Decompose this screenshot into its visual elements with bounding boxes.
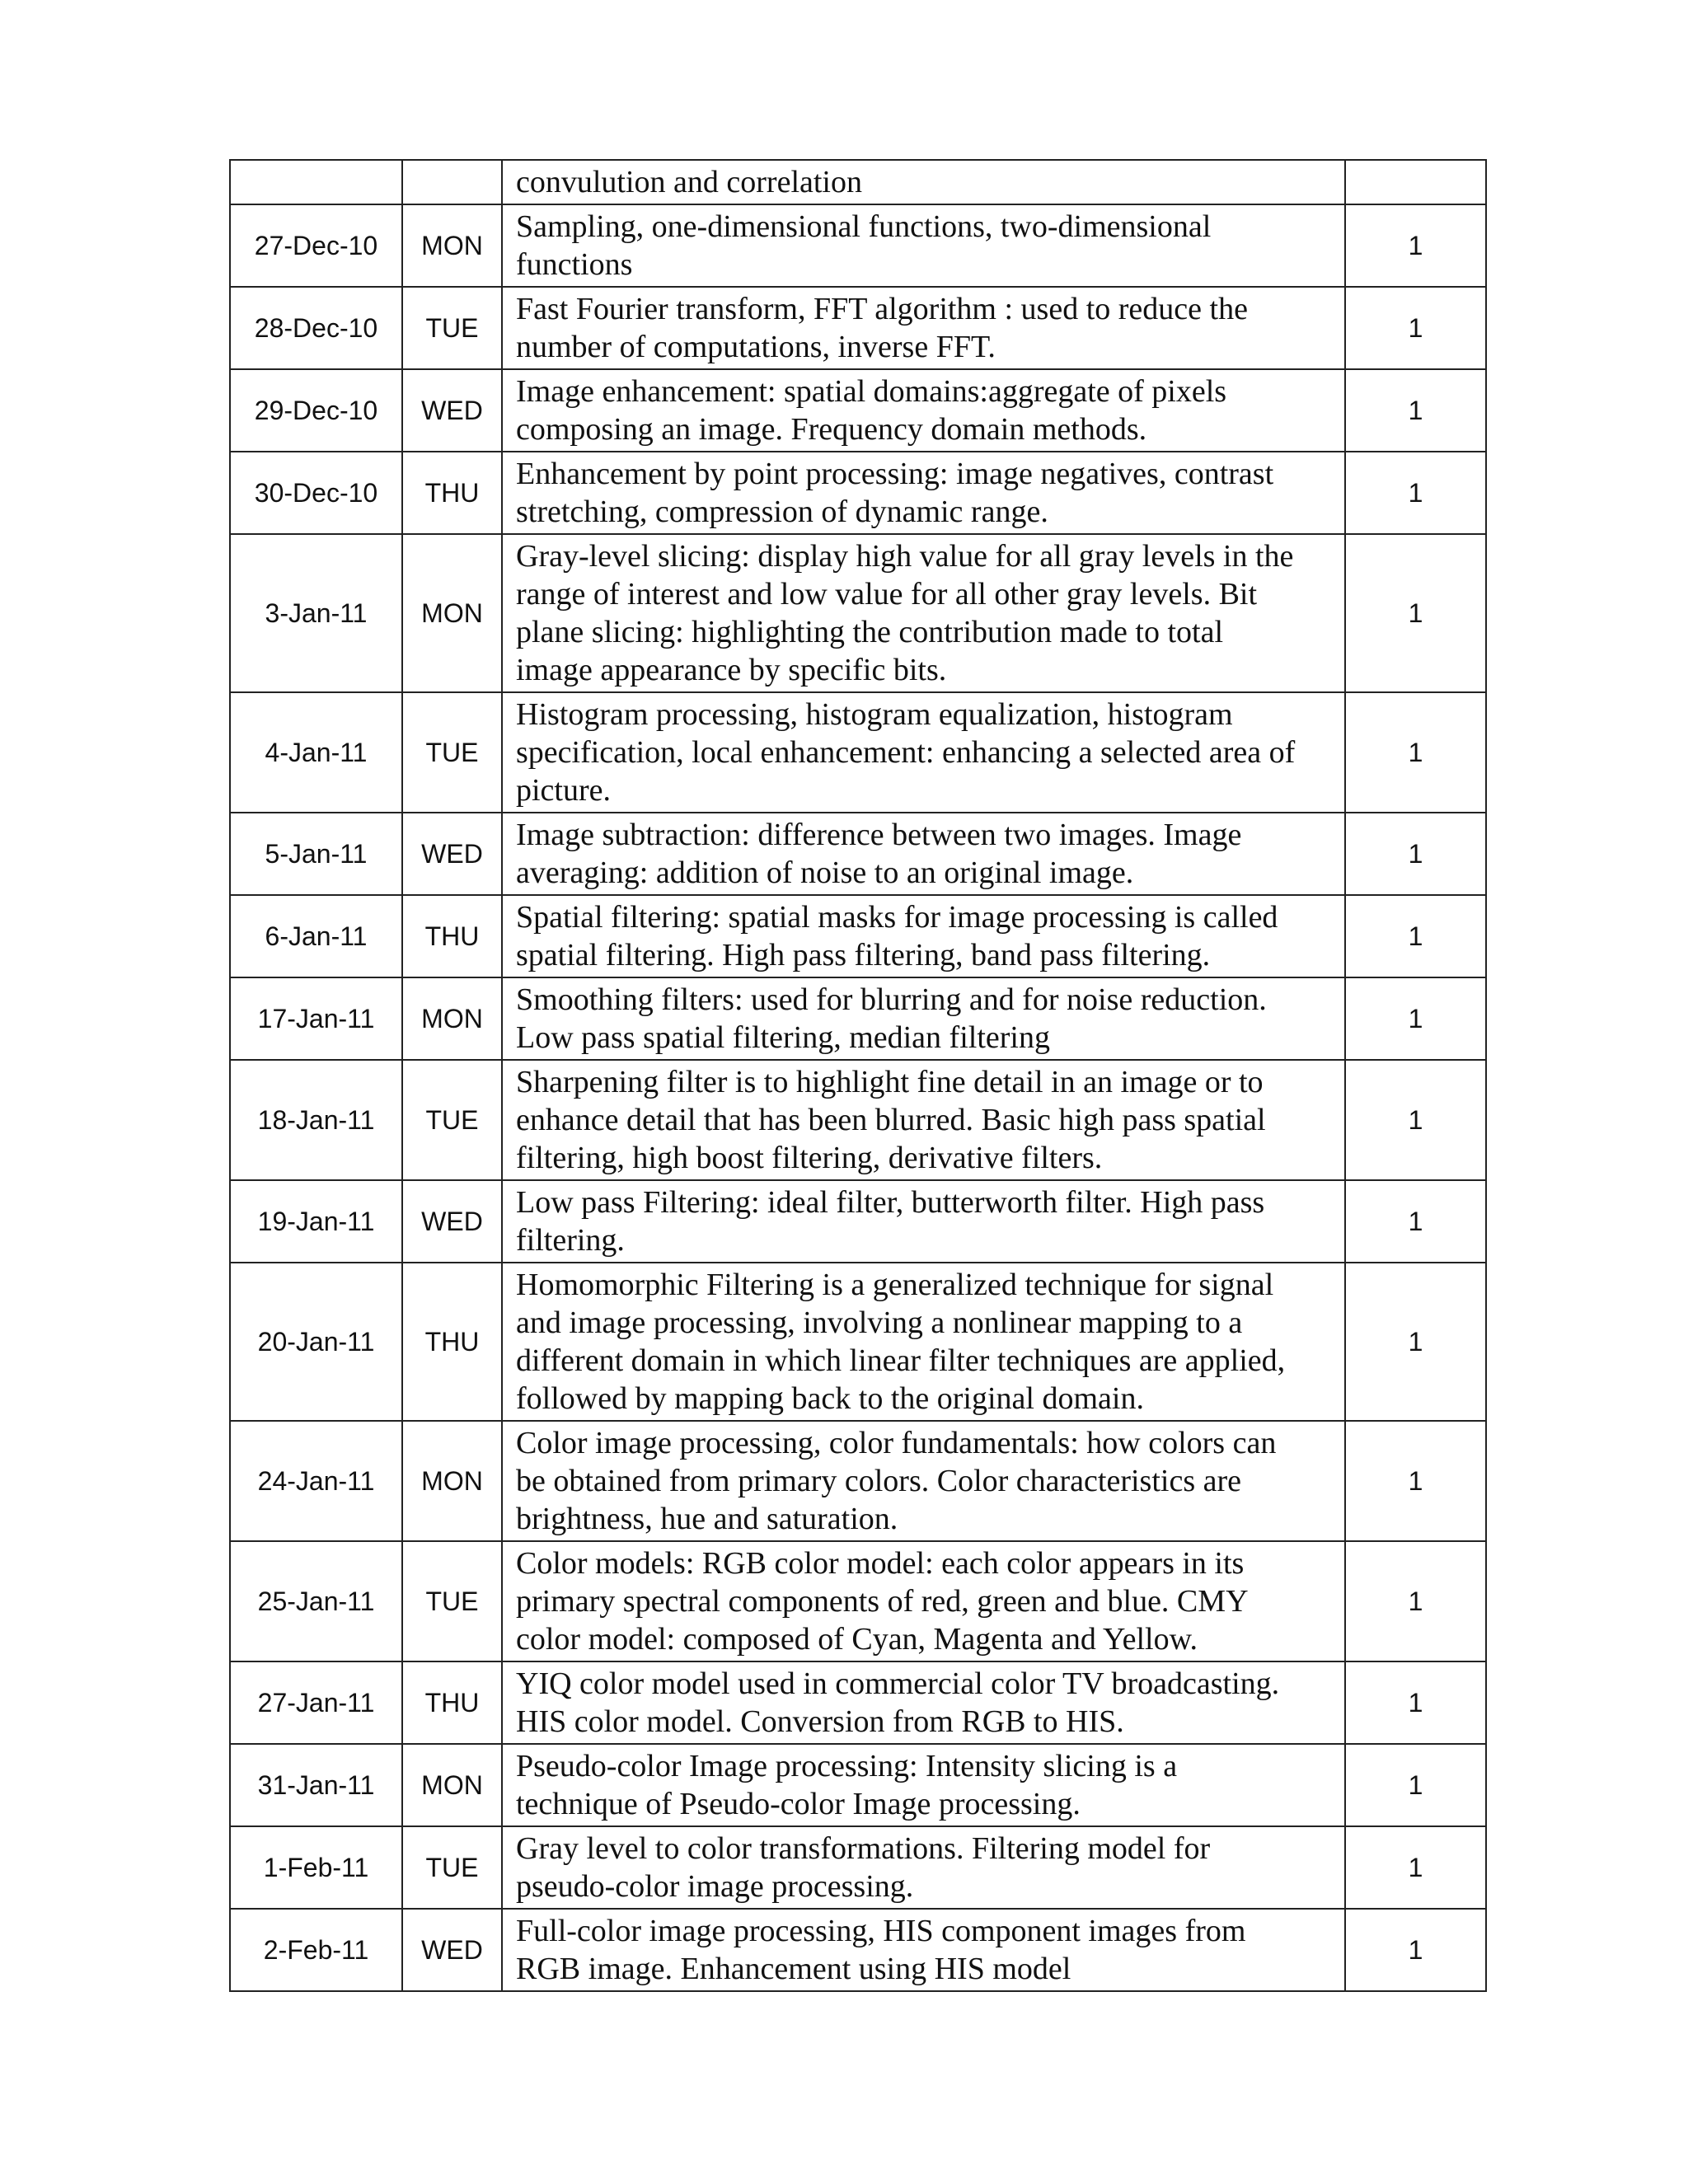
date-cell: 5-Jan-11 [230, 813, 402, 895]
hours-cell: 1 [1345, 369, 1486, 452]
topic-cell [502, 1060, 1345, 1180]
topic-cell [502, 1826, 1345, 1909]
topic-line: spatial filtering. High pass filtering, band pass filtering. [516, 938, 1211, 972]
topic-line: primary spectral components of red, green and blue. CMY [516, 1584, 1249, 1619]
hours-cell: 1 [1345, 1744, 1486, 1826]
date-cell: 28-Dec-10 [230, 287, 402, 369]
hours-cell: 1 [1345, 287, 1486, 369]
day-cell: THU [402, 1263, 502, 1421]
table-row [230, 813, 1486, 895]
table-row [230, 160, 1486, 204]
topic-line: enhance detail that has been blurred. Basic high pass spatial [516, 1103, 1266, 1137]
day-cell: THU [402, 1661, 502, 1744]
topic-line: range of interest and low value for all other gray levels. Bit [516, 577, 1258, 612]
topic-line: specification, local enhancement: enhancing a selected area of [516, 735, 1296, 770]
topic-line: pseudo-color image processing. [516, 1869, 914, 1904]
topic-cell [502, 160, 1345, 204]
topic-cell [502, 287, 1345, 369]
topic-line: filtering. [516, 1223, 625, 1258]
topic-cell [502, 369, 1345, 452]
topic-line: stretching, compression of dynamic range. [516, 494, 1048, 529]
topic-cell [502, 1909, 1345, 1991]
topic-line: functions [516, 247, 633, 282]
day-cell: MON [402, 1421, 502, 1541]
topic-line: YIQ color model used in commercial color TV broadcasting. [516, 1666, 1280, 1701]
day-cell: TUE [402, 692, 502, 813]
topic-line: picture. [516, 773, 612, 808]
schedule-table-body [230, 160, 1486, 1991]
table-row [230, 1826, 1486, 1909]
day-cell: TUE [402, 1826, 502, 1909]
table-row [230, 1060, 1486, 1180]
date-cell: 17-Jan-11 [230, 977, 402, 1060]
topic-line: filtering, high boost filtering, derivative filters. [516, 1141, 1103, 1175]
topic-line: image appearance by specific bits. [516, 653, 947, 687]
date-cell [230, 160, 402, 204]
table-row [230, 204, 1486, 287]
topic-line: Low pass spatial filtering, median filtering [516, 1020, 1050, 1055]
date-cell: 3-Jan-11 [230, 534, 402, 692]
topic-line: different domain in which linear filter techniques are applied, [516, 1343, 1286, 1378]
date-cell: 18-Jan-11 [230, 1060, 402, 1180]
topic-line: Spatial filtering: spatial masks for image processing is called [516, 900, 1278, 935]
date-cell: 20-Jan-11 [230, 1263, 402, 1421]
topic-line: composing an image. Frequency domain methods. [516, 412, 1147, 447]
day-cell: THU [402, 452, 502, 534]
day-cell: MON [402, 534, 502, 692]
topic-cell [502, 977, 1345, 1060]
topic-line: Fast Fourier transform, FFT algorithm : used to reduce the [516, 292, 1248, 326]
topic-line: color model: composed of Cyan, Magenta and Yellow. [516, 1622, 1198, 1657]
hours-cell: 1 [1345, 1263, 1486, 1421]
table-row [230, 1909, 1486, 1991]
day-cell: TUE [402, 1541, 502, 1661]
topic-cell [502, 1661, 1345, 1744]
topic-cell [502, 1421, 1345, 1541]
day-cell: MON [402, 1744, 502, 1826]
table-row [230, 1421, 1486, 1541]
topic-line: Smoothing filters: used for blurring and for noise reduction. [516, 982, 1267, 1017]
topic-cell [502, 534, 1345, 692]
topic-line: and image processing, involving a nonlinear mapping to a [516, 1305, 1243, 1340]
hours-cell: 1 [1345, 1661, 1486, 1744]
table-row [230, 977, 1486, 1060]
day-cell: MON [402, 977, 502, 1060]
table-row [230, 692, 1486, 813]
topic-line: Color image processing, color fundamentals: how colors can [516, 1426, 1277, 1460]
topic-line: Histogram processing, histogram equalization, histogram [516, 697, 1233, 732]
day-cell: TUE [402, 1060, 502, 1180]
date-cell: 29-Dec-10 [230, 369, 402, 452]
table-row [230, 287, 1486, 369]
hours-cell: 1 [1345, 1180, 1486, 1263]
hours-cell: 1 [1345, 1909, 1486, 1991]
table-row [230, 1541, 1486, 1661]
topic-cell [502, 813, 1345, 895]
table-row [230, 1180, 1486, 1263]
hours-cell: 1 [1345, 692, 1486, 813]
topic-line: HIS color model. Conversion from RGB to HIS. [516, 1704, 1124, 1739]
day-cell: WED [402, 1909, 502, 1991]
hours-cell: 1 [1345, 977, 1486, 1060]
day-cell: MON [402, 204, 502, 287]
hours-cell: 1 [1345, 1541, 1486, 1661]
table-row [230, 1263, 1486, 1421]
hours-cell: 1 [1345, 204, 1486, 287]
hours-cell: 1 [1345, 1421, 1486, 1541]
topic-cell [502, 1541, 1345, 1661]
topic-line: be obtained from primary colors. Color characteristics are [516, 1464, 1241, 1498]
day-cell: TUE [402, 287, 502, 369]
hours-cell: 1 [1345, 1826, 1486, 1909]
table-row [230, 1744, 1486, 1826]
date-cell: 2-Feb-11 [230, 1909, 402, 1991]
topic-cell [502, 895, 1345, 977]
topic-line: convulution and correlation [516, 165, 862, 199]
table-row [230, 452, 1486, 534]
topic-line: Low pass Filtering: ideal filter, butterworth filter. High pass [516, 1185, 1265, 1220]
lecture-schedule-table [229, 159, 1487, 1992]
topic-line: Color models: RGB color model: each color appears in its [516, 1546, 1245, 1581]
table-row [230, 534, 1486, 692]
topic-line: Pseudo-color Image processing: Intensity slicing is a [516, 1749, 1178, 1783]
date-cell: 24-Jan-11 [230, 1421, 402, 1541]
day-cell: WED [402, 369, 502, 452]
date-cell: 6-Jan-11 [230, 895, 402, 977]
date-cell: 30-Dec-10 [230, 452, 402, 534]
date-cell: 27-Dec-10 [230, 204, 402, 287]
topic-cell [502, 204, 1345, 287]
topic-line: RGB image. Enhancement using HIS model [516, 1952, 1071, 1986]
hours-cell [1345, 160, 1486, 204]
date-cell: 31-Jan-11 [230, 1744, 402, 1826]
topic-line: technique of Pseudo-color Image processing. [516, 1787, 1081, 1821]
day-cell: THU [402, 895, 502, 977]
date-cell: 4-Jan-11 [230, 692, 402, 813]
topic-line: Enhancement by point processing: image negatives, contrast [516, 457, 1274, 491]
date-cell: 1-Feb-11 [230, 1826, 402, 1909]
topic-line: number of computations, inverse FFT. [516, 330, 996, 364]
hours-cell: 1 [1345, 895, 1486, 977]
day-cell: WED [402, 1180, 502, 1263]
date-cell: 27-Jan-11 [230, 1661, 402, 1744]
topic-line: averaging: addition of noise to an original image. [516, 855, 1134, 890]
topic-cell [502, 1263, 1345, 1421]
topic-line: Image enhancement: spatial domains:aggregate of pixels [516, 374, 1227, 409]
day-cell [402, 160, 502, 204]
topic-line: followed by mapping back to the original domain. [516, 1381, 1144, 1416]
date-cell: 19-Jan-11 [230, 1180, 402, 1263]
topic-cell [502, 452, 1345, 534]
topic-cell [502, 692, 1345, 813]
table-row [230, 895, 1486, 977]
topic-line: Gray-level slicing: display high value for all gray levels in the [516, 539, 1294, 574]
table-row [230, 369, 1486, 452]
hours-cell: 1 [1345, 534, 1486, 692]
topic-line: Image subtraction: difference between two images. Image [516, 818, 1242, 852]
date-cell: 25-Jan-11 [230, 1541, 402, 1661]
topic-line: Full-color image processing, HIS component images from [516, 1914, 1246, 1948]
topic-cell [502, 1744, 1345, 1826]
topic-line: Gray level to color transformations. Filtering model for [516, 1831, 1211, 1866]
topic-line: Sharpening filter is to highlight fine detail in an image or to [516, 1065, 1264, 1099]
hours-cell: 1 [1345, 813, 1486, 895]
hours-cell: 1 [1345, 452, 1486, 534]
topic-line: Sampling, one-dimensional functions, two-dimensional [516, 209, 1212, 244]
hours-cell: 1 [1345, 1060, 1486, 1180]
topic-line: Homomorphic Filtering is a generalized technique for signal [516, 1268, 1274, 1302]
topic-line: plane slicing: highlighting the contribution made to total [516, 615, 1224, 649]
topic-cell [502, 1180, 1345, 1263]
topic-line: brightness, hue and saturation. [516, 1502, 898, 1536]
table-row [230, 1661, 1486, 1744]
day-cell: WED [402, 813, 502, 895]
